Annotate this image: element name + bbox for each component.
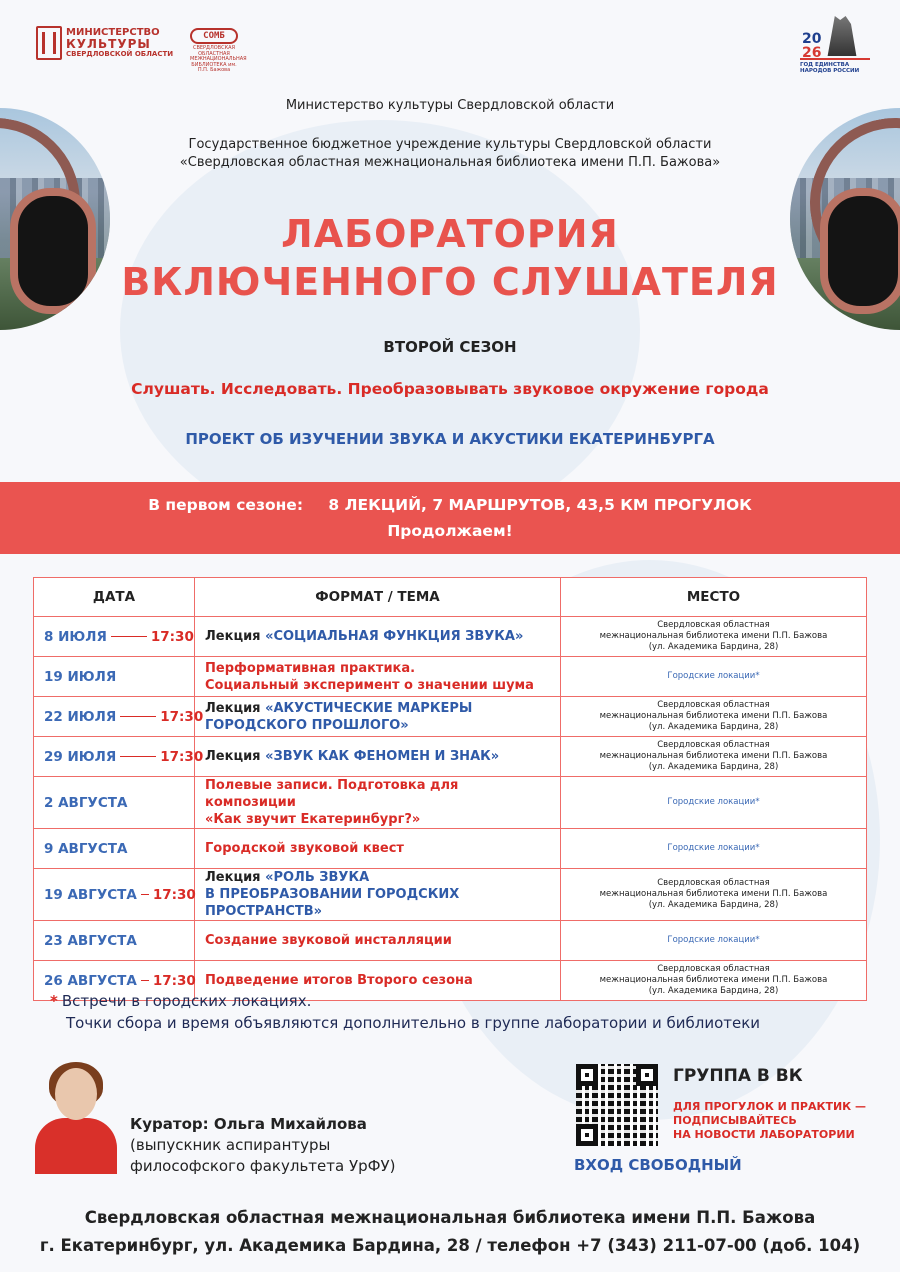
place-line: Свердловская областная (657, 740, 770, 750)
first-season-banner (0, 482, 900, 554)
monument-icon (824, 16, 860, 56)
event-place (561, 869, 867, 921)
event-date: 22 ИЮЛЯ (44, 708, 117, 725)
event-topic: «АКУСТИЧЕСКИЕ МАРКЕРЫ (265, 700, 473, 716)
table-row (34, 869, 867, 921)
event-topic: «РОЛЬ ЗВУКА (265, 870, 370, 885)
place-line: Свердловская областная (657, 700, 770, 710)
background-map-shape (120, 120, 640, 540)
table-row (34, 777, 867, 829)
year-top: 20 (802, 31, 822, 47)
place-line: (ул. Академика Бардина, 28) (648, 642, 779, 652)
year-bottom: 26 (802, 45, 822, 61)
event-topic: «СОЦИАЛЬНАЯ ФУНКЦИЯ ЗВУКА» (265, 629, 524, 644)
table-row (34, 921, 867, 961)
library-logo-abbr: СОМБ (190, 28, 238, 44)
event-topic: Перформативная практика. (205, 660, 416, 676)
event-topic: «ЗВУК КАК ФЕНОМЕН И ЗНАК» (265, 749, 500, 764)
table-row (34, 829, 867, 869)
event-time: 17:30 (152, 972, 196, 989)
place-line: (ул. Академика Бардина, 28) (648, 722, 779, 732)
table-row (34, 657, 867, 697)
ministry-logo-line: КУЛЬТУРЫ (66, 37, 151, 52)
curator-name: Куратор: Ольга Михайлова (130, 1115, 367, 1133)
event-date: 23 АВГУСТА (44, 932, 137, 949)
header-topic: ФОРМАТ / ТЕМА (195, 578, 561, 617)
asterisk-icon: * (50, 992, 58, 1010)
ministry-logo (36, 26, 173, 60)
event-time: 17:30 (150, 628, 194, 645)
vk-text-line: ПОДПИСЫВАЙТЕСЬ (673, 1114, 797, 1127)
event-date: 29 ИЮЛЯ (44, 748, 117, 765)
footer-library-name: Свердловская областная межнациональная библиотека имени П.П. Бажова (84, 1208, 816, 1227)
vk-text-line: НА НОВОСТИ ЛАБОРАТОРИИ (673, 1128, 855, 1141)
schedule-table (33, 577, 867, 1001)
event-place (561, 737, 867, 777)
note-line: Точки сбора и время объявляются дополнительно в группе лаборатории и библиотеки (66, 1014, 761, 1032)
banner-continue: Продолжаем! (387, 522, 513, 540)
curator-info (130, 1114, 396, 1177)
header-date: ДАТА (34, 578, 195, 617)
place-line: межнациональная библиотека имени П.П. Бажова (599, 631, 828, 641)
event-place: Городские локации* (561, 657, 867, 697)
curator-line: (выпускник аспирантуры (130, 1136, 331, 1154)
event-topic: В ПРЕОБРАЗОВАНИИ ГОРОДСКИХ ПРОСТРАНСТВ» (205, 887, 460, 919)
event-date: 19 АВГУСТА (44, 886, 137, 903)
place-line: межнациональная библиотека имени П.П. Бажова (599, 711, 828, 721)
event-topic: Социальный эксперимент о значении шума (205, 677, 534, 693)
place-line: Свердловская областная (657, 964, 770, 974)
event-kind: Лекция (205, 629, 266, 644)
season-label: ВТОРОЙ СЕЗОН (383, 338, 517, 356)
place-line: (ул. Академика Бардина, 28) (648, 986, 779, 996)
unity-caption: ГОД ЕДИНСТВА НАРОДОВ РОССИИ (800, 58, 870, 75)
event-topic: Создание звуковой инсталляции (205, 933, 452, 948)
vk-group-title: ГРУППА В ВК (673, 1066, 803, 1086)
title-line: ВКЛЮЧЕННОГО СЛУШАТЕЛЯ (121, 260, 779, 304)
event-place (561, 697, 867, 737)
banner-stats: 8 ЛЕКЦИЙ, 7 МАРШРУТОВ, 43,5 КМ ПРОГУЛОК (328, 496, 752, 514)
page-title (0, 210, 900, 306)
vk-text-line: ДЛЯ ПРОГУЛОК И ПРАКТИК — (673, 1100, 866, 1113)
locations-note (50, 990, 760, 1034)
header-place: МЕСТО (561, 578, 867, 617)
banner-lead: В первом сезоне: (148, 496, 304, 514)
event-topic: Полевые записи. Подготовка для композиции (205, 778, 459, 810)
event-place: Городские локации* (561, 829, 867, 869)
column-icon (36, 26, 62, 60)
place-line: межнациональная библиотека имени П.П. Бажова (599, 975, 828, 985)
event-place: Городские локации* (561, 777, 867, 829)
curator-line: философского факультета УрФУ) (130, 1157, 396, 1175)
event-date: 19 ИЮЛЯ (44, 668, 117, 685)
event-kind: Лекция (205, 700, 266, 716)
table-row (34, 697, 867, 737)
title-line: ЛАБОРАТОРИЯ (281, 212, 619, 256)
ministry-logo-line: МИНИСТЕРСТВО (66, 26, 160, 38)
event-time: 17:30 (160, 708, 204, 725)
event-kind: Лекция (205, 749, 266, 764)
unity-year-logo (800, 16, 870, 75)
footer-address: г. Екатеринбург, ул. Академика Бардина, 28 / телефон +7 (343) 211-07-00 (доб. 104) (39, 1236, 861, 1255)
library-logo-caption: СВЕРДЛОВСКАЯ ОБЛАСТНАЯ МЕЖНАЦИОНАЛЬНАЯ БИБЛИОТЕКА им. П.П. Бажова (190, 45, 247, 73)
event-kind: Лекция (205, 870, 266, 885)
table-row (34, 737, 867, 777)
event-topic: Подведение итогов Второго сезона (205, 973, 473, 988)
place-line: Свердловская областная (657, 878, 770, 888)
event-date: 26 АВГУСТА (44, 972, 137, 989)
event-date: 8 ИЮЛЯ (44, 628, 107, 645)
vk-qr-code[interactable] (576, 1064, 658, 1146)
curator-photo (33, 1062, 117, 1174)
event-time: 17:30 (160, 748, 204, 765)
project-subtitle: ПРОЕКТ ОБ ИЗУЧЕНИИ ЗВУКА И АКУСТИКИ ЕКАТЕРИНБУРГА (185, 430, 715, 448)
table-row (34, 617, 867, 657)
institution-name (0, 136, 900, 172)
library-logo (190, 28, 247, 74)
slogan: Слушать. Исследовать. Преобразовывать звуковое окружение города (131, 380, 769, 398)
place-line: Свердловская областная (657, 620, 770, 630)
event-date: 2 АВГУСТА (44, 794, 128, 811)
institution-line: «Свердловская областная межнациональная библиотека имени П.П. Бажова» (179, 155, 721, 170)
event-topic: «Как звучит Екатеринбург?» (205, 812, 421, 827)
place-line: межнациональная библиотека имени П.П. Бажова (599, 889, 828, 899)
place-line: (ул. Академика Бардина, 28) (648, 762, 779, 772)
event-topic: Городской звуковой квест (205, 841, 404, 856)
ministry-logo-line: СВЕРДЛОВСКОЙ ОБЛАСТИ (66, 49, 174, 58)
event-date: 9 АВГУСТА (44, 840, 128, 857)
table-header-row (34, 578, 867, 617)
vk-subscribe-text (673, 1100, 866, 1142)
event-topic: ГОРОДСКОГО ПРОШЛОГО» (205, 717, 409, 733)
note-line: Встречи в городских локациях. (61, 992, 312, 1010)
event-place: Городские локации* (561, 921, 867, 961)
ministry-name: Министерство культуры Свердловской области (285, 98, 615, 113)
place-line: (ул. Академика Бардина, 28) (648, 900, 779, 910)
free-entry-label: ВХОД СВОБОДНЫЙ (574, 1156, 742, 1174)
place-line: межнациональная библиотека имени П.П. Бажова (599, 751, 828, 761)
event-time: 17:30 (152, 886, 196, 903)
event-place (561, 617, 867, 657)
institution-line: Государственное бюджетное учреждение культуры Свердловской области (188, 137, 712, 152)
